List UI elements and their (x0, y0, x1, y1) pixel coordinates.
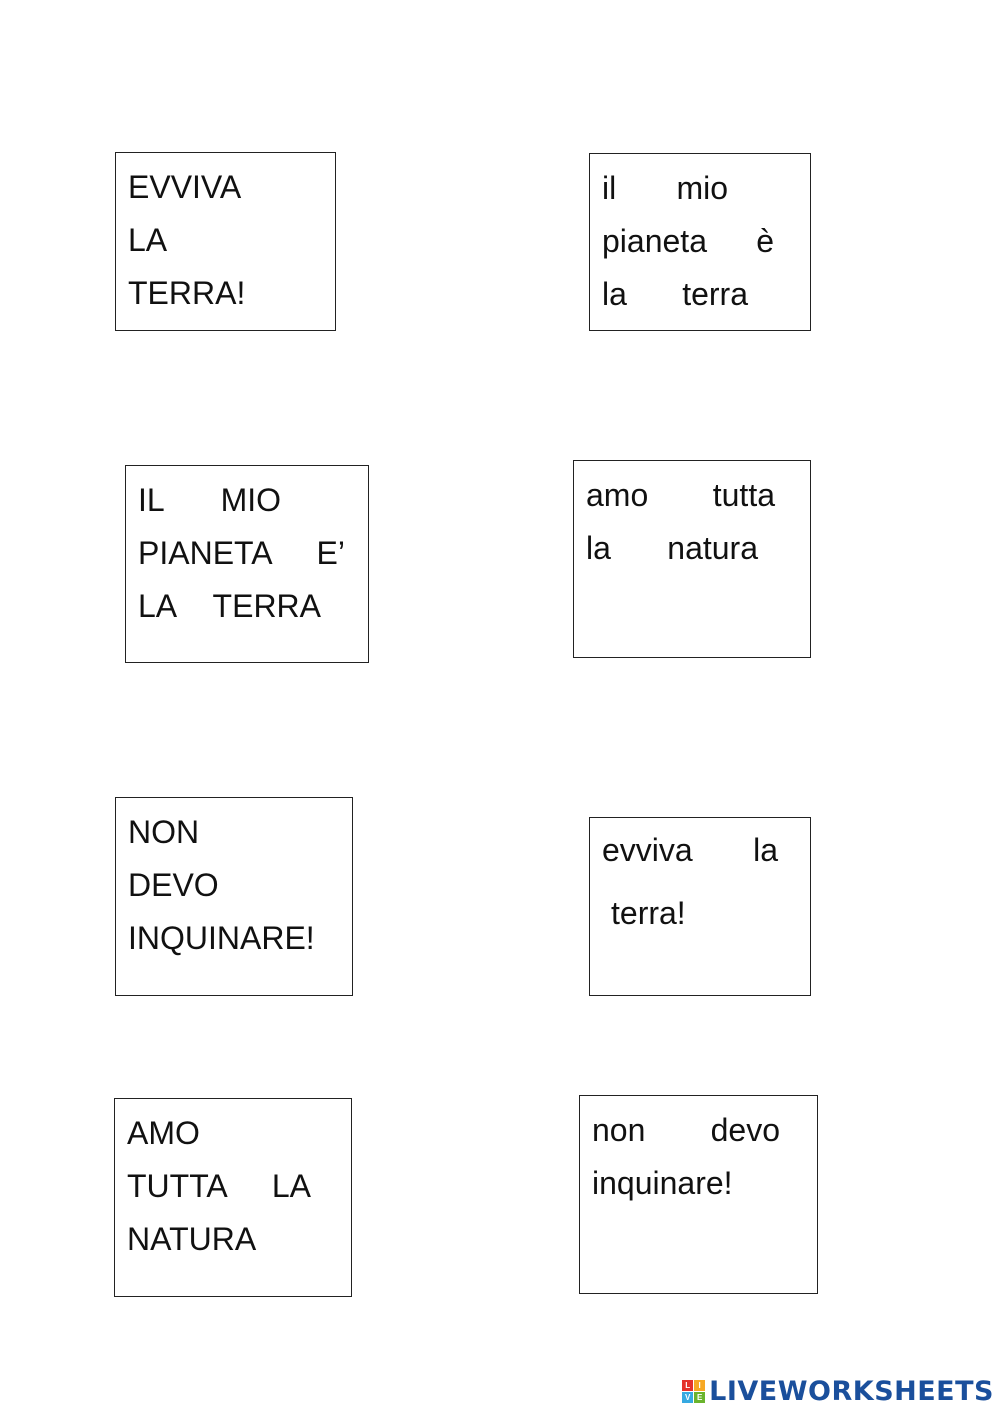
card-word: devo (710, 1112, 780, 1148)
word-card-amo-tutta-la-natura-upper (114, 1098, 352, 1297)
word-card-il-mio-pianeta-upper (125, 465, 369, 663)
card-word: amo (586, 477, 649, 513)
card-line (138, 474, 281, 527)
card-line: NON (128, 814, 200, 850)
card-line: inquinare! (592, 1165, 733, 1201)
card-line: NATURA (127, 1221, 257, 1257)
word-card-non-devo-inquinare-upper (115, 797, 353, 996)
word-card-evviva-la-terra-lower (589, 817, 811, 996)
logo-mark-tile: I (694, 1380, 705, 1391)
liveworksheets-logo (682, 1373, 994, 1409)
word-card-non-devo-inquinare-lower (579, 1095, 818, 1294)
word-card-il-mio-pianeta-lower (589, 153, 811, 331)
card-word: TERRA (212, 588, 321, 624)
card-word: mio (676, 170, 728, 206)
card-line: LA (128, 222, 168, 258)
card-word: E’ (316, 535, 345, 571)
card-line (602, 162, 728, 215)
card-line: EVVIVA (128, 169, 242, 205)
card-word: natura (667, 530, 758, 566)
card-line: AMO (127, 1115, 200, 1151)
card-word: tutta (712, 477, 775, 513)
card-line (138, 580, 321, 633)
card-line (586, 522, 758, 575)
card-word: la (602, 276, 627, 312)
logo-mark-tile: V (682, 1392, 693, 1403)
card-line (602, 215, 774, 268)
logo-mark-tile: E (694, 1392, 705, 1403)
logo-text: LIVEWORKSHEETS (709, 1375, 994, 1407)
card-word: MIO (220, 482, 281, 518)
card-word: LA (138, 588, 178, 624)
logo-mark-tile: L (682, 1380, 693, 1391)
word-card-evviva-la-terra-upper (115, 152, 336, 331)
card-word: TUTTA (127, 1168, 228, 1204)
card-line (127, 1160, 311, 1213)
card-word: LA (271, 1168, 311, 1204)
card-line: INQUINARE! (128, 920, 315, 956)
liveworksheets-mark-icon (682, 1380, 705, 1403)
card-word: il (602, 170, 617, 206)
card-word: la (753, 832, 778, 868)
card-line (586, 469, 775, 522)
card-line (592, 1104, 780, 1157)
word-card-amo-tutta-la-natura-lower (573, 460, 811, 658)
card-line (138, 527, 345, 580)
card-line (602, 268, 748, 321)
card-word: non (592, 1112, 646, 1148)
card-line: terra! (611, 895, 686, 931)
card-line: DEVO (128, 867, 219, 903)
card-word: terra (682, 276, 748, 312)
card-line (602, 824, 778, 877)
card-word: evviva (602, 832, 693, 868)
card-word: è (756, 223, 774, 259)
card-word: pianeta (602, 223, 707, 259)
card-word: PIANETA (138, 535, 273, 571)
card-word: la (586, 530, 611, 566)
card-line: TERRA! (128, 275, 246, 311)
card-word: IL (138, 482, 165, 518)
